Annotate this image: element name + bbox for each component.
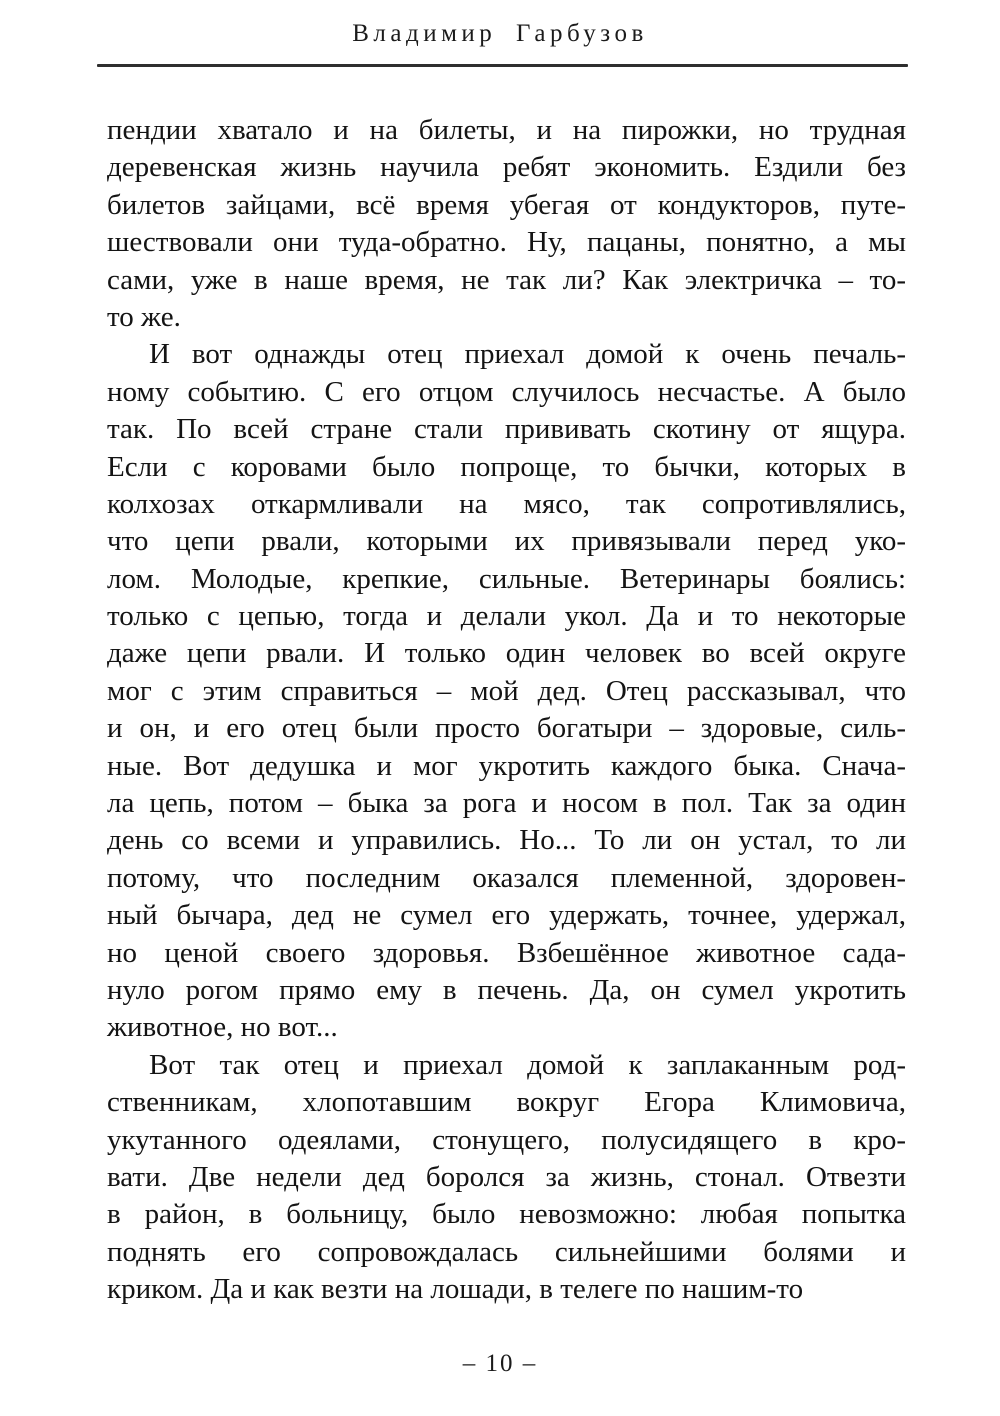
text-line: лом. Молодые, крепкие, сильные. Ветеринары боялись: xyxy=(107,562,906,595)
text-line: ный бычара, дед не сумел его удержать, точнее, удержал, xyxy=(107,899,906,932)
page-number: – 10 – xyxy=(462,1350,538,1377)
text-line: и он, и его отец были просто богатыри – здоровые, силь- xyxy=(107,712,906,745)
text-line: сами, уже в наше время, не так ли? Как электричка – то- xyxy=(107,263,906,296)
text-line: И вот однажды отец приехал домой к очень печаль- xyxy=(149,338,906,371)
text-line: криком. Да и как везти на лошади, в телеге по нашим-то xyxy=(107,1273,804,1306)
text-line: животное, но вот... xyxy=(107,1011,338,1044)
text-line: но ценой своего здоровья. Взбешённое животное сада- xyxy=(107,936,906,969)
header-rule xyxy=(97,64,908,67)
text-line: ные. Вот дедушка и мог укротить каждого быка. Снача- xyxy=(107,749,906,782)
paragraph xyxy=(107,1047,906,1309)
text-line: ла цепь, потом – быка за рога и носом в пол. Так за один xyxy=(107,787,906,820)
text-line: колхозах откармливали на мясо, так сопротивлялись, xyxy=(107,487,906,520)
text-line: вати. Две недели дед боролся за жизнь, стонал. Отвезти xyxy=(107,1160,906,1193)
text-line: ственникам, хлопотавшим вокруг Егора Климовича, xyxy=(107,1086,906,1119)
paragraph xyxy=(107,112,906,336)
text-line: то же. xyxy=(107,300,181,333)
text-line: даже цепи рвали. И только один человек во всей округе xyxy=(107,637,906,670)
text-line: в район, в больницу, было невозможно: любая попытка xyxy=(107,1198,906,1231)
text-line: день со всеми и управились. Но... То ли он устал, то ли xyxy=(107,824,906,857)
text-line: билетов зайцами, всё время убегая от кондукторов, путе- xyxy=(107,188,906,221)
text-line: так. По всей стране стали прививать скотину от ящура. xyxy=(107,413,906,446)
text-line: деревенская жизнь научила ребят экономить. Ездили без xyxy=(107,151,906,184)
page-body xyxy=(107,112,906,1309)
text-line: нуло рогом прямо ему в печень. Да, он сумел укротить xyxy=(107,973,906,1006)
text-line: шествовали они туда-обратно. Ну, пацаны, понятно, а мы xyxy=(107,226,906,259)
text-line: пендии хватало и на билеты, и на пирожки, но трудная xyxy=(107,114,906,146)
text-line: Если с коровами было попроще, то бычки, которых в xyxy=(107,450,906,483)
text-line: поднять его сопровождалась сильнейшими болями и xyxy=(107,1235,906,1268)
paragraph xyxy=(107,336,906,1046)
text-line: Вот так отец и приехал домой к заплаканным род- xyxy=(149,1048,906,1081)
author-name: Владимир Гарбузов xyxy=(352,20,648,47)
text-line: только с цепью, тогда и делали укол. Да и то некоторые xyxy=(107,600,906,633)
running-header xyxy=(0,20,1000,48)
text-line: ному событию. С его отцом случилось несчастье. А было xyxy=(107,375,906,408)
text-line: укутанного одеялами, стонущего, полусидящего в кро- xyxy=(107,1123,906,1156)
text-line: что цепи рвали, которыми их привязывали перед уко- xyxy=(107,525,906,558)
text-line: мог с этим справиться – мой дед. Отец рассказывал, что xyxy=(107,674,906,707)
text-line: потому, что последним оказался племенной, здоровен- xyxy=(107,861,906,894)
